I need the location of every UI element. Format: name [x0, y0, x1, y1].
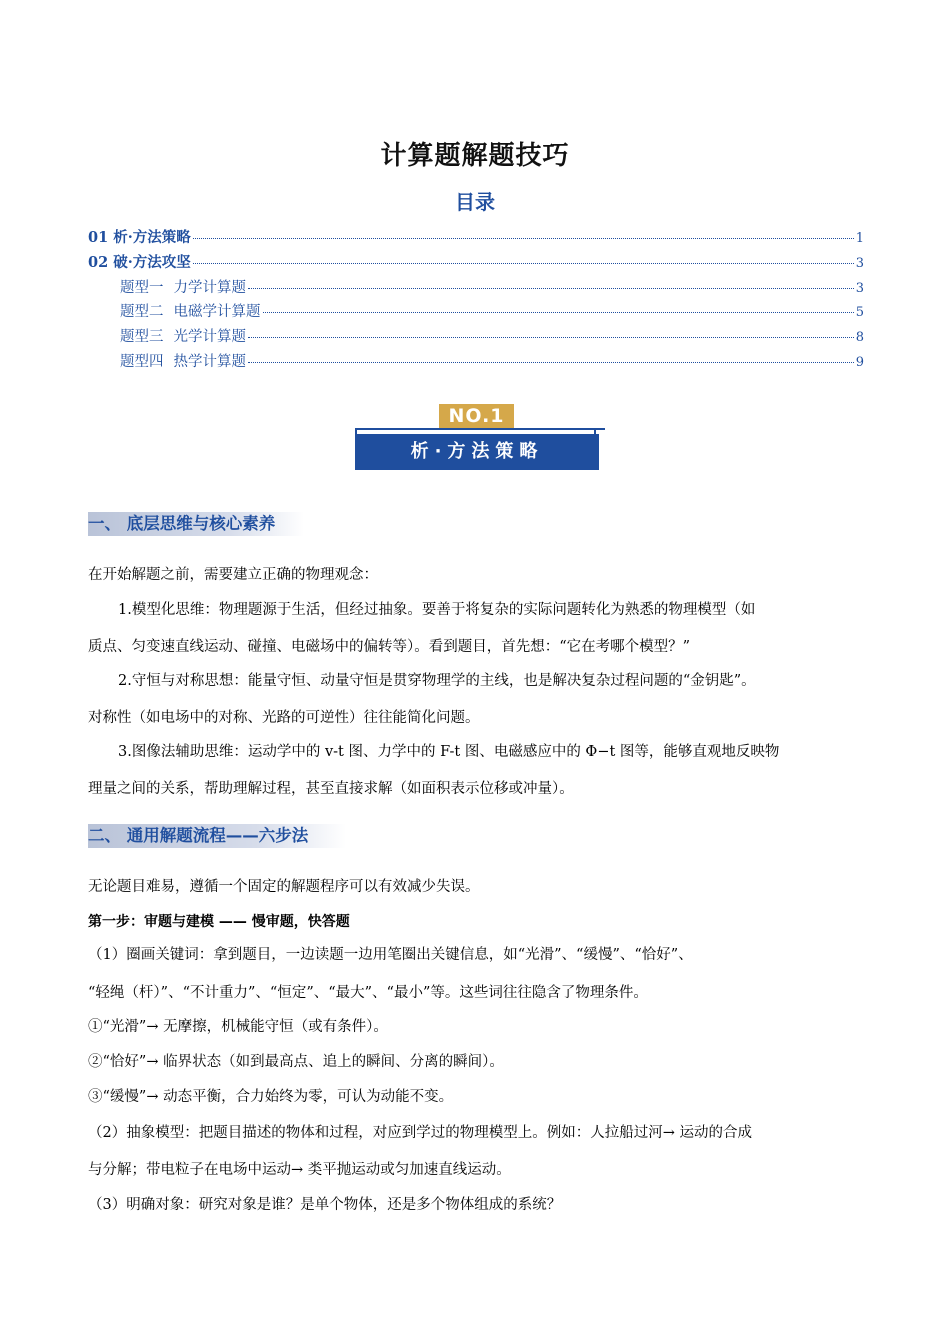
toc-entry[interactable]: [88, 226, 864, 251]
paragraph-line: 1.模型化思维：物理题源于生活，但经过抽象。要善于将复杂的实际问题转化为熟悉的物理模型（如: [118, 602, 756, 618]
paragraph-line: 3.图像法辅助思维：运动学中的 v-t 图、力学中的 F-t 图、电磁感应中的 Φ−t 图等，能够直观地反映物: [118, 744, 780, 760]
toc-entry[interactable]: [88, 251, 864, 276]
paragraph: 在开始解题之前，需要建立正确的物理观念：: [88, 567, 378, 583]
badge-label: 析·方法策略: [355, 434, 599, 470]
paragraph-line: 对称性（如电场中的对称、光路的可逆性）往往能简化问题。: [88, 710, 480, 726]
paragraph-line: 2.守恒与对称思想：能量守恒、动量守恒是贯穿物理学的主线，也是解决复杂过程问题的“金钥匙”。: [118, 673, 756, 689]
toc-leader-dots: [193, 263, 854, 264]
paragraph-line: 理量之间的关系，帮助理解过程，甚至直接求解（如面积表示位移或冲量）。: [88, 781, 574, 797]
paragraph-line: 质点、匀变速直线运动、碰撞、电磁场中的偏转等）。看到题目，首先想：“它在考哪个模型？”: [88, 639, 691, 655]
toc-leader-dots: [248, 362, 854, 363]
toc-leader-dots: [263, 312, 854, 313]
paragraph-line: （3）明确对象：研究对象是谁？是单个物体，还是多个物体组成的系统？: [88, 1197, 562, 1213]
toc-leader-dots: [193, 238, 854, 239]
toc-entry-label: 热学计算题: [173, 353, 246, 370]
toc-entry[interactable]: [88, 300, 864, 325]
toc-entry-type: 题型一: [120, 279, 164, 296]
toc-page-number: 5: [855, 305, 864, 321]
list-item: ③“缓慢”→ 动态平衡，合力始终为零，可认为动能不变。: [88, 1089, 454, 1105]
step-title: 第一步：审题与建模 —— 慢审题，快答题: [88, 914, 350, 930]
toc-entry-type: 题型四: [120, 353, 164, 370]
toc-page-number: 9: [855, 354, 864, 370]
section-badge: [348, 402, 608, 474]
list-item: ①“光滑”→ 无摩擦，机械能守恒（或有条件）。: [88, 1019, 388, 1035]
toc-entry-label: 电磁学计算题: [173, 304, 261, 321]
toc-entry[interactable]: [88, 325, 864, 350]
toc-entry[interactable]: [88, 350, 864, 375]
toc-entry-label: 光学计算题: [173, 329, 246, 346]
section-heading: 二、 通用解题流程——六步法: [88, 824, 346, 848]
toc-leader-dots: [248, 288, 854, 289]
paragraph-line: 与分解；带电粒子在电场中运动→ 类平抛运动或匀加速直线运动。: [88, 1162, 511, 1178]
paragraph: 无论题目难易，遵循一个固定的解题程序可以有效减少失误。: [88, 879, 480, 895]
toc-entry[interactable]: [88, 276, 864, 301]
toc-entry-label: 力学计算题: [173, 279, 246, 296]
toc-entry-type: 题型二: [120, 304, 164, 321]
toc-entry-label: 02 破·方法攻坚: [88, 253, 191, 271]
toc-heading: 目录: [455, 190, 495, 214]
toc-entry-label: 01 析·方法策略: [88, 229, 191, 246]
toc-entry-type: 题型三: [120, 329, 164, 346]
paragraph-line: （2）抽象模型：把题目描述的物体和过程，对应到学过的物理模型上。例如：人拉船过河→ 运动的合成: [88, 1125, 752, 1141]
section-heading: 一、 底层思维与核心素养: [88, 512, 304, 536]
toc-page-number: 3: [855, 255, 864, 271]
table-of-contents: [88, 226, 864, 375]
toc-page-number: 8: [855, 330, 864, 346]
toc-page-number: 3: [855, 280, 864, 296]
document-title: 计算题解题技巧: [380, 141, 570, 171]
paragraph-line: “轻绳（杆）”、“不计重力”、“恒定”、“最大”、“最小”等。这些词往往隐含了物理条件。: [88, 985, 648, 1001]
toc-page-number: 1: [855, 231, 864, 246]
list-item: ②“恰好”→ 临界状态（如到最高点、追上的瞬间、分离的瞬间）。: [88, 1054, 504, 1070]
badge-number: NO.1: [439, 404, 514, 428]
badge-rule: [355, 428, 605, 430]
toc-leader-dots: [248, 337, 854, 338]
paragraph-line: （1）圈画关键词：拿到题目，一边读题一边用笔圈出关键信息，如“光滑”、“缓慢”、“恰好”、: [88, 947, 693, 963]
